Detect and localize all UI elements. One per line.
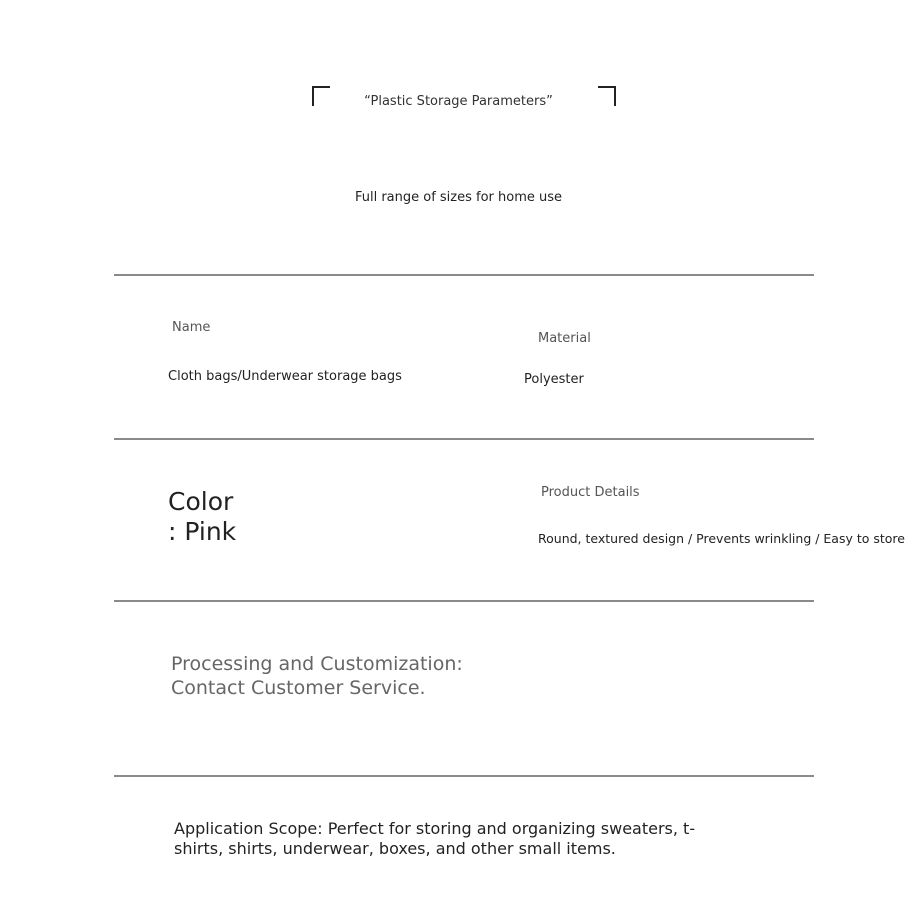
divider-4 xyxy=(114,775,814,777)
name-value: Cloth bags/Underwear storage bags xyxy=(168,369,402,384)
divider-3 xyxy=(114,600,814,602)
divider-1 xyxy=(114,274,814,276)
application-scope-text: Application Scope: Perfect for storing and organizing sweaters, t-shirts, shirts, underwear, boxes, and other small items. xyxy=(174,819,696,858)
processing-line-2: Contact Customer Service. xyxy=(171,677,426,699)
name-label: Name xyxy=(172,320,211,335)
material-value: Polyester xyxy=(524,372,584,387)
product-details-label: Product Details xyxy=(541,485,640,500)
color-line-2: : Pink xyxy=(168,517,237,546)
color-value xyxy=(168,487,236,547)
divider-2 xyxy=(114,438,814,440)
color-line-1: Color xyxy=(168,487,234,516)
page-title: “Plastic Storage Parameters” xyxy=(364,94,553,109)
product-details-value: Round, textured design / Prevents wrinkling / Easy to store xyxy=(538,531,905,546)
material-label: Material xyxy=(538,331,591,346)
processing-customization-text xyxy=(171,652,463,700)
processing-line-1: Processing and Customization: xyxy=(171,653,463,675)
page-subtitle: Full range of sizes for home use xyxy=(354,190,563,205)
